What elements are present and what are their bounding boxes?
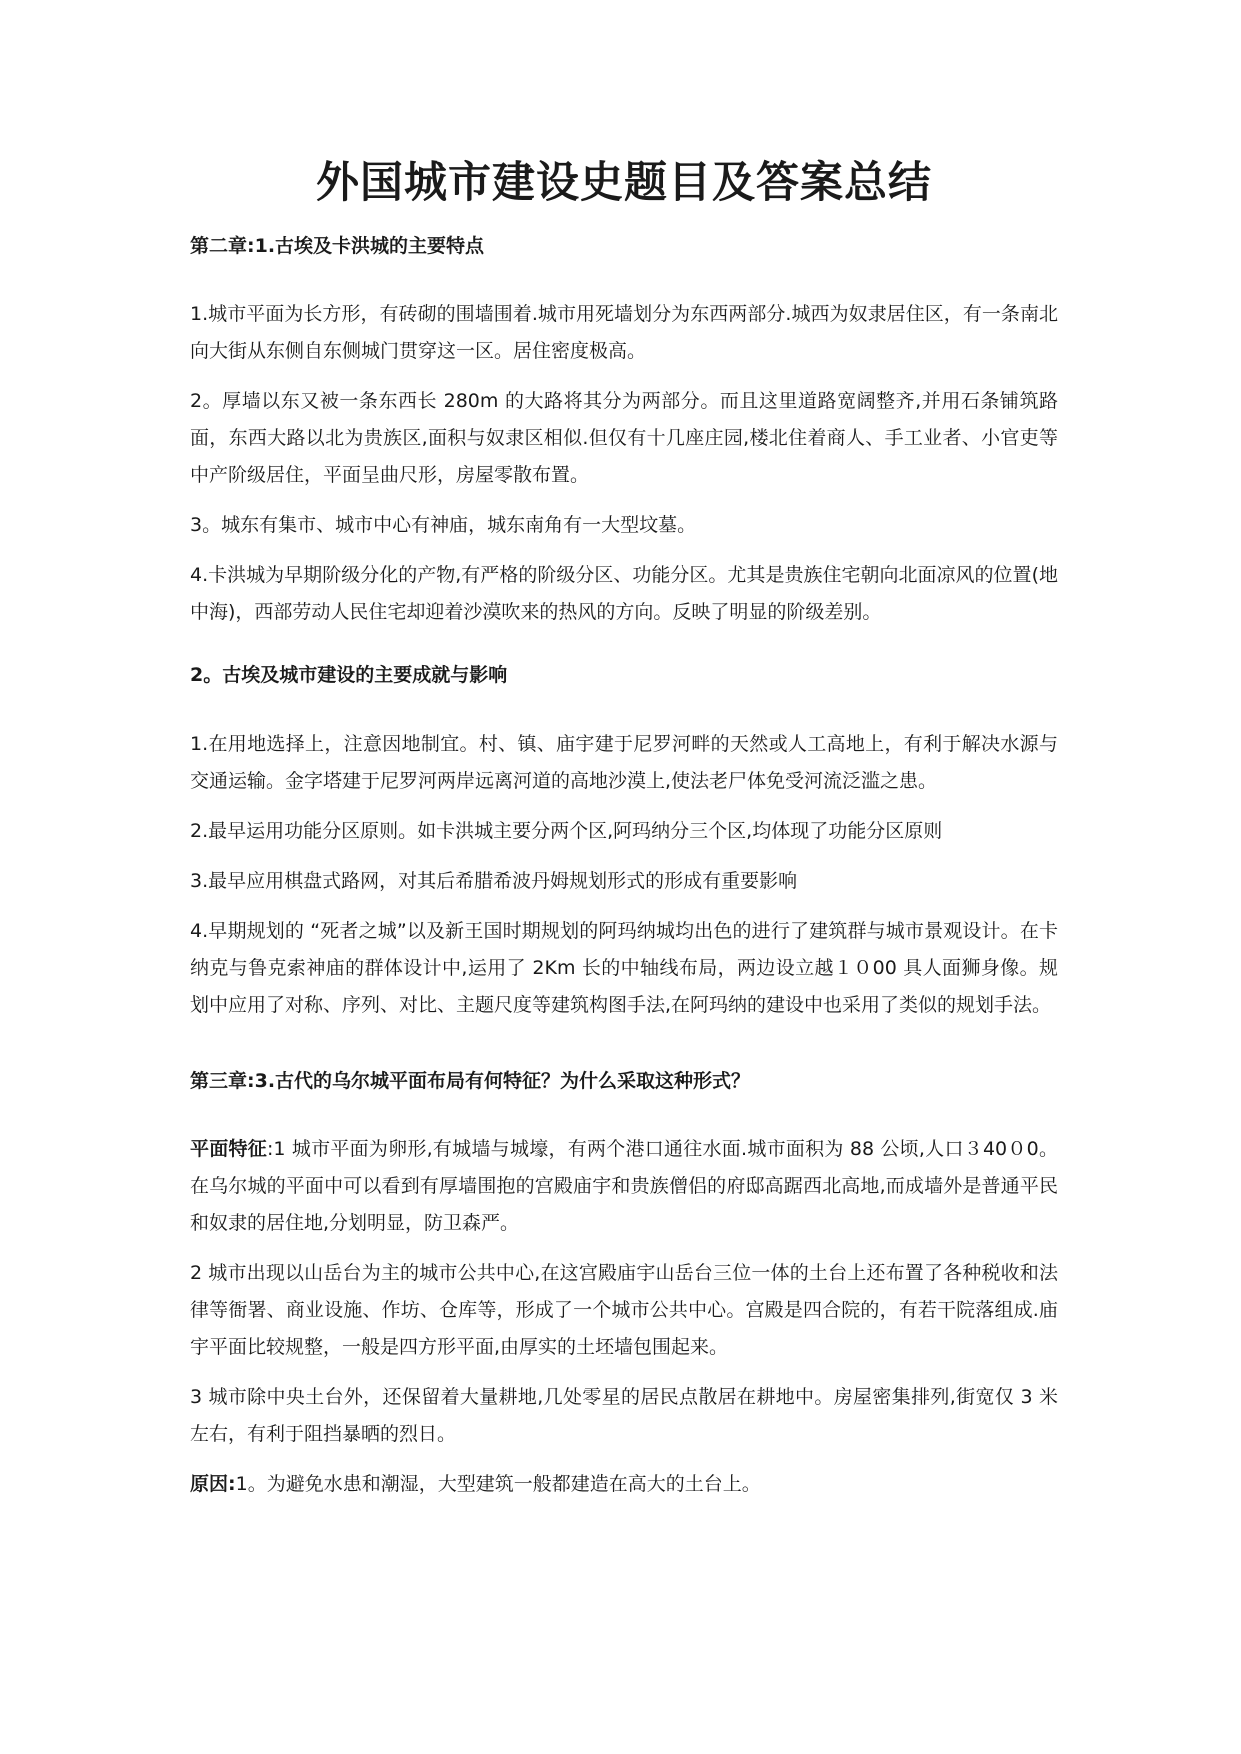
- paragraph: 3 城市除中央土台外，还保留着大量耕地,几处零星的居民点散居在耕地中。房屋密集排列,街宽仅 3 米左右，有利于阻挡暴晒的烈日。: [190, 1386, 1058, 1445]
- paragraph: 2 城市出现以山岳台为主的城市公共中心,在这宫殿庙宇山岳台三位一体的土台上还布置了各种税收和法律等衙署、商业设施、作坊、仓库等，形成了一个城市公共中心。宫殿是四合院的，有若干院落组成.庙宇平面比较规整，一般是四方形平面,由厚实的土坯墙包围起来。: [190, 1262, 1058, 1358]
- paragraph: 3。城东有集市、城市中心有神庙，城东南角有一大型坟墓。: [190, 514, 697, 536]
- paragraph-reason: [190, 1466, 1058, 1503]
- reason-text: 1。为避免水患和潮湿，大型建筑一般都建造在高大的土台上。: [235, 1473, 761, 1495]
- plan-features-label: 平面特征: [190, 1138, 268, 1160]
- paragraph: 2。厚墙以东又被一条东西长 280m 的大路将其分为两部分。而且这里道路宽阔整齐,并用石条铺筑路面，东西大路以北为贵族区,面积与奴隶区相似.但仅有十几座庄园,楼北住着商人、手工业者、小官吏等中产阶级居住，平面呈曲尺形，房屋零散布置。: [190, 390, 1058, 486]
- plan-features-text: :1 城市平面为卵形,有城墙与城壕，有两个港口通往水面.城市面积为 88 公顷,人口３40０0。在乌尔城的平面中可以看到有厚墙围抱的宫殿庙宇和贵族僧侣的府邸高踞西北高地,而成墙外是普通平民和奴隶的居住地,分划明显，防卫森严。: [190, 1138, 1058, 1234]
- section-heading-egypt-achievements: 2。古埃及城市建设的主要成就与影响: [190, 664, 508, 686]
- section-heading-kahun-features: 第二章:1.古埃及卡洪城的主要特点: [190, 235, 485, 257]
- section-heading-ur-layout: 第三章:3.古代的乌尔城平面布局有何特征？为什么采取这种形式？: [190, 1070, 751, 1092]
- reason-label: 原因:: [190, 1473, 236, 1495]
- paragraph-plan-features: [190, 1131, 1058, 1242]
- document-content: [190, 150, 1058, 1503]
- paragraph: 2.最早运用功能分区原则。如卡洪城主要分两个区,阿玛纳分三个区,均体现了功能分区原则: [190, 820, 943, 842]
- document-title: 外国城市建设史题目及答案总结: [316, 158, 932, 208]
- paragraph: 1.在用地选择上，注意因地制宜。村、镇、庙宇建于尼罗河畔的天然或人工高地上，有利于解决水源与交通运输。金字塔建于尼罗河两岸远离河道的高地沙漠上,使法老尸体免受河流泛滥之患。: [190, 733, 1058, 792]
- paragraph: 3.最早应用棋盘式路网，对其后希腊希波丹姆规划形式的形成有重要影响: [190, 870, 798, 892]
- paragraph: 1.城市平面为长方形，有砖砌的围墙围着.城市用死墙划分为东西两部分.城西为奴隶居住区，有一条南北向大街从东侧自东侧城门贯穿这一区。居住密度极高。: [190, 303, 1058, 362]
- paragraph: 4.卡洪城为早期阶级分化的产物,有严格的阶级分区、功能分区。尤其是贵族住宅朝向北面凉风的位置(地中海)，西部劳动人民住宅却迎着沙漠吹来的热风的方向。反映了明显的阶级差别。: [190, 564, 1058, 623]
- paragraph: 4.早期规划的 “死者之城”以及新王国时期规划的阿玛纳城均出色的进行了建筑群与城市景观设计。在卡纳克与鲁克索神庙的群体设计中,运用了 2Km 长的中轴线布局，两边设立越１０00 具人面狮身像。规划中应用了对称、序列、对比、主题尺度等建筑构图手法,在阿玛纳的建设中也采用了类似的规划手法。: [190, 920, 1058, 1016]
